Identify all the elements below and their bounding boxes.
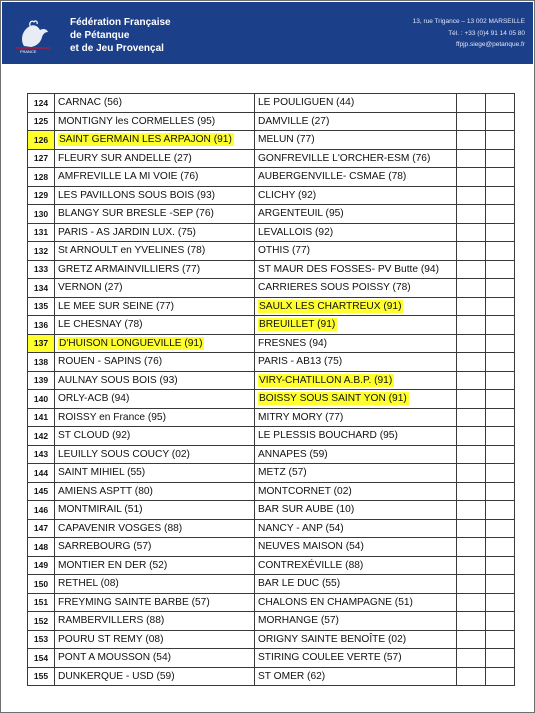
score-cell [486, 316, 515, 335]
table-row [28, 223, 515, 242]
row-number: 135 [28, 297, 55, 316]
row-number: 141 [28, 408, 55, 427]
club-right-label: CLICHY (92) [258, 189, 317, 201]
club-left [55, 519, 255, 538]
score-cell [486, 408, 515, 427]
club-left [55, 205, 255, 224]
club-left [55, 168, 255, 187]
club-left-label: ORLY-ACB (94) [58, 393, 130, 405]
table-row [28, 445, 515, 464]
club-right [255, 519, 457, 538]
club-right [255, 390, 457, 409]
score-cell [486, 279, 515, 298]
club-left-label: D'HUISON LONGUEVILLE (91) [59, 337, 203, 349]
score-cell [457, 630, 486, 649]
club-left [55, 112, 255, 131]
row-number: 146 [28, 501, 55, 520]
row-number: 125 [28, 112, 55, 131]
score-cell [457, 575, 486, 594]
club-right [255, 612, 457, 631]
club-right-label: FRESNES (94) [258, 337, 328, 349]
score-cell [457, 390, 486, 409]
score-cell [457, 667, 486, 686]
score-cell [457, 482, 486, 501]
score-cell [486, 390, 515, 409]
club-right-label: BAR LE DUC (55) [258, 578, 341, 590]
table-row [28, 482, 515, 501]
score-cell [457, 131, 486, 150]
score-cell [457, 593, 486, 612]
club-left [55, 353, 255, 372]
club-left [55, 297, 255, 316]
row-number: 129 [28, 186, 55, 205]
email-address: ffpjp.siege@petanque.fr [456, 41, 525, 48]
score-cell [486, 131, 515, 150]
score-cell [486, 538, 515, 557]
club-left [55, 279, 255, 298]
row-number: 124 [28, 94, 55, 113]
club-left [55, 94, 255, 113]
club-left-label: SARREBOURG (57) [58, 541, 152, 553]
score-cell [486, 427, 515, 446]
table-row [28, 390, 515, 409]
score-cell [457, 519, 486, 538]
table-row [28, 408, 515, 427]
svg-text:FRANCE: FRANCE [20, 49, 37, 54]
score-cell [486, 242, 515, 261]
club-right [255, 260, 457, 279]
club-left-label: DUNKERQUE - USD (59) [58, 670, 175, 682]
club-right [255, 149, 457, 168]
row-number: 140 [28, 390, 55, 409]
score-cell [486, 186, 515, 205]
row-number: 131 [28, 223, 55, 242]
club-right-label: LEVALLOIS (92) [258, 226, 334, 238]
club-right-label: MORHANGE (57) [258, 615, 339, 627]
table-body [28, 94, 515, 686]
score-cell [457, 168, 486, 187]
score-cell [457, 205, 486, 224]
club-left-label: SAINT GERMAIN LES ARPAJON (91) [59, 134, 232, 146]
row-number: 132 [28, 242, 55, 261]
club-right [255, 464, 457, 483]
table-row [28, 371, 515, 390]
table-row [28, 334, 515, 353]
club-left-label: AMIENS ASPTT (80) [58, 485, 153, 497]
club-right-label: OTHIS (77) [258, 245, 311, 257]
club-right [255, 186, 457, 205]
score-cell [486, 612, 515, 631]
score-cell [486, 575, 515, 594]
score-cell [457, 297, 486, 316]
score-cell [457, 112, 486, 131]
club-left [55, 612, 255, 631]
score-cell [486, 445, 515, 464]
club-left [55, 464, 255, 483]
row-number: 149 [28, 556, 55, 575]
score-cell [486, 334, 515, 353]
club-left [55, 390, 255, 409]
club-right-label: NANCY - ANP (54) [258, 522, 344, 534]
club-right [255, 482, 457, 501]
club-right-label: ST MAUR DES FOSSES- PV Butte (94) [258, 263, 439, 275]
club-right [255, 131, 457, 150]
table-row [28, 630, 515, 649]
club-right-label: ANNAPES (59) [258, 448, 328, 460]
club-left-label: CAPAVENIR VOSGES (88) [58, 522, 183, 534]
row-number: 148 [28, 538, 55, 557]
row-number: 143 [28, 445, 55, 464]
score-cell [486, 593, 515, 612]
club-left-label: FREYMING SAINTE BARBE (57) [58, 596, 210, 608]
club-right [255, 667, 457, 686]
club-right [255, 445, 457, 464]
club-left [55, 316, 255, 335]
club-right-label: LE PLESSIS BOUCHARD (95) [258, 430, 398, 442]
club-left [55, 242, 255, 261]
phone-number: Tél. : +33 (0)4 91 14 05 80 [448, 29, 525, 37]
table-row [28, 519, 515, 538]
org-name-line: Fédération Française [70, 17, 171, 28]
club-left-label: MONTMIRAIL (51) [58, 504, 143, 516]
table-row [28, 556, 515, 575]
table-row [28, 149, 515, 168]
club-right-label: BOISSY SOUS SAINT YON (91) [259, 393, 407, 405]
table-row [28, 205, 515, 224]
club-right [255, 205, 457, 224]
postal-address: 13, rue Trigance – 13 002 MARSEILLE [412, 18, 525, 25]
club-left [55, 408, 255, 427]
score-cell [486, 223, 515, 242]
row-number: 139 [28, 371, 55, 390]
table-row [28, 186, 515, 205]
org-name-line: de Pétanque [70, 30, 130, 41]
score-cell [486, 649, 515, 668]
score-cell [457, 353, 486, 372]
score-cell [486, 482, 515, 501]
row-number: 151 [28, 593, 55, 612]
score-cell [486, 464, 515, 483]
score-cell [457, 223, 486, 242]
score-cell [486, 630, 515, 649]
table-row [28, 112, 515, 131]
club-left-label: CARNAC (56) [58, 97, 122, 109]
table-row [28, 538, 515, 557]
table-row [28, 260, 515, 279]
table-row [28, 131, 515, 150]
club-right-label: VIRY-CHATILLON A.B.P. (91) [259, 374, 393, 386]
club-right-label: PARIS - AB13 (75) [258, 356, 343, 368]
club-right [255, 94, 457, 113]
club-right [255, 593, 457, 612]
club-right [255, 334, 457, 353]
row-number: 144 [28, 464, 55, 483]
score-cell [486, 260, 515, 279]
club-right-label: LE POULIGUEN (44) [258, 97, 355, 109]
club-left-label: MONTIER EN DER (52) [58, 559, 168, 571]
row-number: 153 [28, 630, 55, 649]
score-cell [457, 371, 486, 390]
club-left [55, 501, 255, 520]
row-number: 142 [28, 427, 55, 446]
letterhead-band [2, 2, 533, 64]
club-left-label: St ARNOULT en YVELINES (78) [58, 245, 206, 257]
club-left [55, 334, 255, 353]
club-right [255, 316, 457, 335]
club-right [255, 649, 457, 668]
score-cell [457, 279, 486, 298]
club-left-label: AMFREVILLE LA MI VOIE (76) [58, 171, 199, 183]
table-row [28, 353, 515, 372]
club-left-label: ST CLOUD (92) [58, 430, 131, 442]
club-left-label: LES PAVILLONS SOUS BOIS (93) [58, 189, 216, 201]
club-left [55, 538, 255, 557]
club-right-label: NEUVES MAISON (54) [258, 541, 364, 553]
score-cell [457, 556, 486, 575]
club-left [55, 482, 255, 501]
club-left-label: AULNAY SOUS BOIS (93) [58, 374, 178, 386]
club-left-label: GRETZ ARMAINVILLIERS (77) [58, 263, 201, 275]
row-number: 152 [28, 612, 55, 631]
club-right-label: BAR SUR AUBE (10) [258, 504, 355, 516]
score-cell [486, 112, 515, 131]
club-right [255, 408, 457, 427]
row-number: 126 [28, 131, 55, 150]
club-left [55, 260, 255, 279]
club-right [255, 427, 457, 446]
club-left-label: PONT A MOUSSON (54) [58, 652, 172, 664]
club-right-label: MONTCORNET (02) [258, 485, 352, 497]
club-right-label: ST OMER (62) [258, 670, 326, 682]
score-cell [457, 427, 486, 446]
federation-name [70, 16, 171, 55]
club-right-label: ARGENTEUIL (95) [258, 208, 344, 220]
club-right-label: CHALONS EN CHAMPAGNE (51) [258, 596, 413, 608]
club-right [255, 297, 457, 316]
club-right-label: ORIGNY SAINTE BENOÎTE (02) [258, 633, 407, 645]
club-left [55, 667, 255, 686]
club-right [255, 242, 457, 261]
row-number: 136 [28, 316, 55, 335]
table-row [28, 279, 515, 298]
score-cell [486, 353, 515, 372]
table-row [28, 593, 515, 612]
org-name-line: et de Jeu Provençal [70, 43, 164, 54]
club-pairing-table [27, 93, 515, 686]
club-right [255, 112, 457, 131]
club-left-label: VERNON (27) [58, 282, 123, 294]
table-row [28, 501, 515, 520]
club-right-label: MITRY MORY (77) [258, 411, 344, 423]
club-left [55, 371, 255, 390]
club-right [255, 168, 457, 187]
table-row [28, 575, 515, 594]
club-left-label: SAINT MIHIEL (55) [58, 467, 146, 479]
club-left [55, 186, 255, 205]
club-right-label: MELUN (77) [258, 134, 315, 146]
table-row [28, 464, 515, 483]
score-cell [457, 464, 486, 483]
score-cell [457, 649, 486, 668]
club-right [255, 630, 457, 649]
club-left [55, 556, 255, 575]
club-right-label: CONTREXÉVILLE (88) [258, 559, 364, 571]
score-cell [457, 538, 486, 557]
club-right-label: GONFREVILLE L'ORCHER-ESM (76) [258, 152, 431, 164]
contact-block [413, 16, 525, 51]
club-left-label: PARIS - AS JARDIN LUX. (75) [58, 226, 196, 238]
score-cell [457, 334, 486, 353]
table-row [28, 316, 515, 335]
score-cell [486, 667, 515, 686]
club-right-label: METZ (57) [258, 467, 307, 479]
score-cell [457, 94, 486, 113]
score-cell [457, 501, 486, 520]
row-number: 137 [28, 334, 55, 353]
score-cell [457, 186, 486, 205]
club-right [255, 279, 457, 298]
club-right [255, 371, 457, 390]
club-left-label: LEUILLY SOUS COUCY (02) [58, 448, 190, 460]
table-row [28, 94, 515, 113]
club-left-label: RETHEL (08) [58, 578, 119, 590]
club-left-label: BLANGY SUR BRESLE -SEP (76) [58, 208, 214, 220]
club-left [55, 575, 255, 594]
score-cell [486, 519, 515, 538]
club-right [255, 353, 457, 372]
score-cell [457, 316, 486, 335]
club-right [255, 556, 457, 575]
club-right [255, 223, 457, 242]
club-left-label: RAMBERVILLERS (88) [58, 615, 165, 627]
table-row [28, 649, 515, 668]
score-cell [457, 445, 486, 464]
score-cell [486, 205, 515, 224]
row-number: 134 [28, 279, 55, 298]
club-left-label: FLEURY SUR ANDELLE (27) [58, 152, 192, 164]
score-cell [486, 501, 515, 520]
row-number: 138 [28, 353, 55, 372]
club-right-label: DAMVILLE (27) [258, 115, 330, 127]
club-left [55, 223, 255, 242]
club-left [55, 149, 255, 168]
club-left-label: ROUEN - SAPINS (76) [58, 356, 163, 368]
score-cell [486, 149, 515, 168]
row-number: 130 [28, 205, 55, 224]
club-right-label: BREUILLET (91) [259, 319, 336, 331]
score-cell [457, 149, 486, 168]
score-cell [486, 168, 515, 187]
club-left-label: POURU ST REMY (08) [58, 633, 164, 645]
row-number: 150 [28, 575, 55, 594]
club-right-label: AUBERGENVILLE- CSMAE (78) [258, 171, 407, 183]
row-number: 147 [28, 519, 55, 538]
club-left-label: ROISSY en France (95) [58, 411, 166, 423]
row-number: 133 [28, 260, 55, 279]
row-number: 145 [28, 482, 55, 501]
club-left [55, 649, 255, 668]
table-row [28, 168, 515, 187]
table-row [28, 242, 515, 261]
club-left [55, 630, 255, 649]
club-right [255, 538, 457, 557]
club-right [255, 501, 457, 520]
score-cell [457, 408, 486, 427]
table-row [28, 427, 515, 446]
row-number: 127 [28, 149, 55, 168]
row-number: 128 [28, 168, 55, 187]
ffpjp-rooster-logo-icon [10, 18, 56, 54]
club-left [55, 445, 255, 464]
table-row [28, 297, 515, 316]
club-left [55, 427, 255, 446]
club-right [255, 575, 457, 594]
club-left-label: LE CHESNAY (78) [58, 319, 143, 331]
club-left-label: MONTIGNY les CORMELLES (95) [58, 115, 216, 127]
score-cell [486, 94, 515, 113]
club-left-label: LE MEE SUR SEINE (77) [58, 300, 175, 312]
row-number: 155 [28, 667, 55, 686]
score-cell [486, 297, 515, 316]
score-cell [486, 371, 515, 390]
club-left [55, 131, 255, 150]
club-right-label: CARRIERES SOUS POISSY (78) [258, 282, 411, 294]
score-cell [457, 612, 486, 631]
club-left [55, 593, 255, 612]
club-right-label: STIRING COULEE VERTE (57) [258, 652, 402, 664]
table-row [28, 612, 515, 631]
row-number: 154 [28, 649, 55, 668]
score-cell [457, 260, 486, 279]
club-right-label: SAULX LES CHARTREUX (91) [259, 300, 402, 312]
score-cell [457, 242, 486, 261]
table-row [28, 667, 515, 686]
score-cell [486, 556, 515, 575]
